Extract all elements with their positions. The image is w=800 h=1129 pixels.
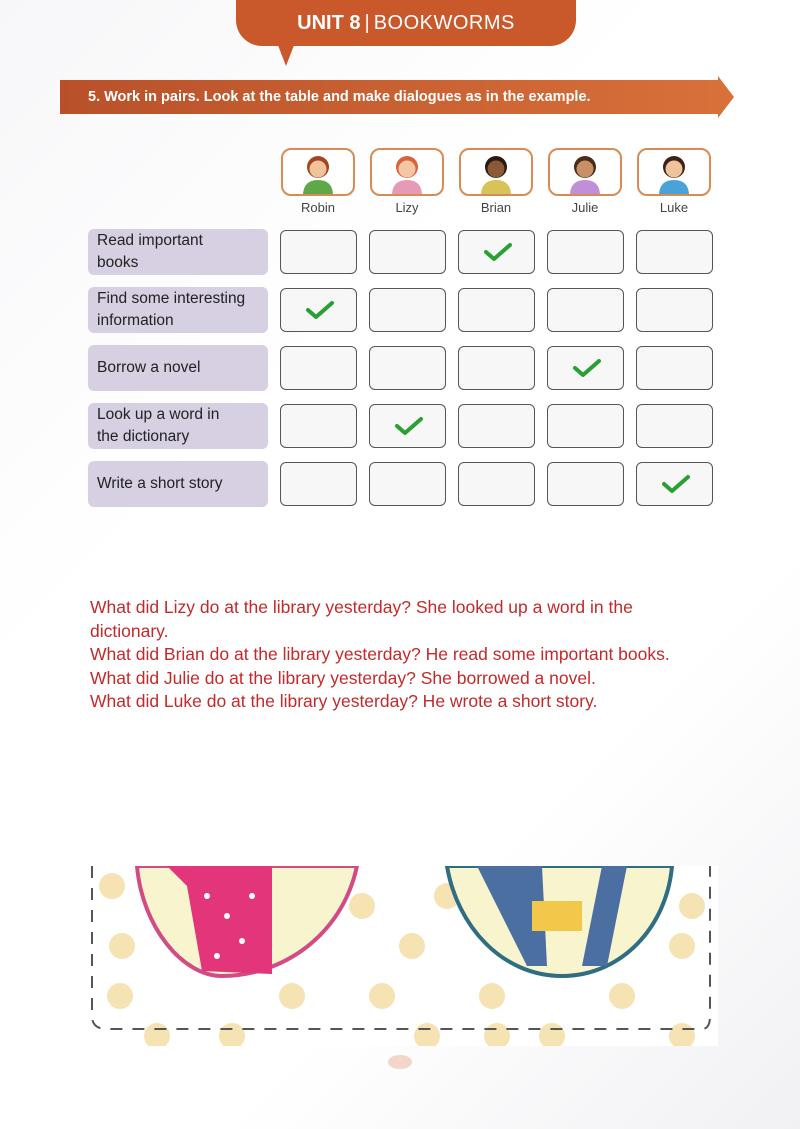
task-instruction: 5. Work in pairs. Look at the table and make dialogues as in the example. bbox=[60, 80, 720, 114]
unit-number: UNIT 8 bbox=[297, 12, 361, 34]
avatar-luke bbox=[637, 148, 711, 196]
avatar-brian bbox=[459, 148, 533, 196]
table-cell-luke[interactable] bbox=[636, 346, 713, 390]
table-cell-lizy[interactable] bbox=[369, 346, 446, 390]
example-dialogues bbox=[90, 596, 730, 714]
activity-label bbox=[88, 461, 268, 507]
activity-label-line: Look up a word in bbox=[97, 406, 220, 423]
table-cell-lizy[interactable] bbox=[369, 288, 446, 332]
activity-label-line: Read important bbox=[97, 232, 203, 249]
table-cell-luke[interactable] bbox=[636, 288, 713, 332]
dialogue-line: What did Julie do at the library yesterday? She borrowed a novel. bbox=[90, 667, 596, 688]
unit-tab-tail bbox=[276, 40, 296, 66]
activity-label-text bbox=[97, 230, 203, 274]
avatar-julie bbox=[548, 148, 622, 196]
activity-label-line: Write a short story bbox=[97, 475, 223, 492]
check-mark-icon bbox=[393, 414, 425, 438]
illustration-art bbox=[82, 866, 718, 1046]
avatar-name-robin: Robin bbox=[301, 200, 335, 215]
dialogue-line: What did Lizy do at the library yesterday? She looked up a word in the bbox=[90, 597, 633, 617]
student-portrait-icon bbox=[565, 152, 605, 194]
avatar-lizy bbox=[370, 148, 444, 196]
activity-label bbox=[88, 287, 268, 333]
avatar-name-luke: Luke bbox=[659, 200, 689, 215]
avatar-robin bbox=[281, 148, 355, 196]
table-cell-brian[interactable] bbox=[458, 346, 535, 390]
activity-label-line: information bbox=[97, 312, 174, 329]
unit-name: BOOKWORMS bbox=[373, 12, 515, 34]
table-cell-julie[interactable] bbox=[547, 230, 624, 274]
activity-label-line: Borrow a novel bbox=[97, 359, 201, 376]
activity-label bbox=[88, 229, 268, 275]
student-portrait-icon bbox=[298, 152, 338, 194]
table-cell-robin[interactable] bbox=[280, 404, 357, 448]
avatar-name-julie: Julie bbox=[571, 200, 599, 215]
activity-label bbox=[88, 403, 268, 449]
table-cell-robin[interactable] bbox=[280, 462, 357, 506]
activity-label-text bbox=[97, 288, 245, 332]
check-mark-icon bbox=[571, 356, 603, 380]
student-portrait-icon bbox=[476, 152, 516, 194]
task-arrow-icon bbox=[718, 76, 734, 118]
table-cell-robin[interactable] bbox=[280, 288, 357, 332]
table-cell-lizy[interactable] bbox=[369, 404, 446, 448]
check-mark-icon bbox=[482, 240, 514, 264]
table-cell-robin[interactable] bbox=[280, 230, 357, 274]
activity-label-text bbox=[97, 357, 200, 379]
table-cell-julie[interactable] bbox=[547, 404, 624, 448]
activity-label bbox=[88, 345, 268, 391]
table-cell-luke[interactable] bbox=[636, 404, 713, 448]
check-mark-icon bbox=[304, 298, 336, 322]
table-cell-brian[interactable] bbox=[458, 288, 535, 332]
table-cell-lizy[interactable] bbox=[369, 230, 446, 274]
activity-label-line: Find some interesting bbox=[97, 290, 246, 307]
table-cell-julie[interactable] bbox=[547, 346, 624, 390]
table-cell-brian[interactable] bbox=[458, 404, 535, 448]
unit-separator: | bbox=[364, 12, 370, 34]
dialogue-line: dictionary. bbox=[90, 620, 169, 641]
avatar-name-lizy: Lizy bbox=[395, 200, 419, 215]
activity-label-line: the dictionary bbox=[97, 428, 190, 445]
table-cell-luke[interactable] bbox=[636, 230, 713, 274]
table-cell-robin[interactable] bbox=[280, 346, 357, 390]
student-portrait-icon bbox=[387, 152, 427, 194]
table-cell-brian[interactable] bbox=[458, 230, 535, 274]
table-cell-julie[interactable] bbox=[547, 288, 624, 332]
student-portrait-icon bbox=[654, 152, 694, 194]
table-cell-julie[interactable] bbox=[547, 462, 624, 506]
table-cell-luke[interactable] bbox=[636, 462, 713, 506]
activity-label-text bbox=[97, 473, 222, 495]
illustration-strip bbox=[82, 866, 718, 1046]
avatar-name-brian: Brian bbox=[480, 200, 512, 215]
dialogue-line: What did Luke do at the library yesterday? He wrote a short story. bbox=[90, 691, 598, 711]
table-cell-brian[interactable] bbox=[458, 462, 535, 506]
activity-label-text bbox=[97, 404, 219, 448]
page-number-mark bbox=[388, 1055, 412, 1069]
activity-label-line: books bbox=[97, 254, 139, 271]
dialogue-line: What did Brian do at the library yesterday? He read some important books. bbox=[90, 644, 670, 664]
table-cell-lizy[interactable] bbox=[369, 462, 446, 506]
check-mark-icon bbox=[660, 472, 692, 496]
